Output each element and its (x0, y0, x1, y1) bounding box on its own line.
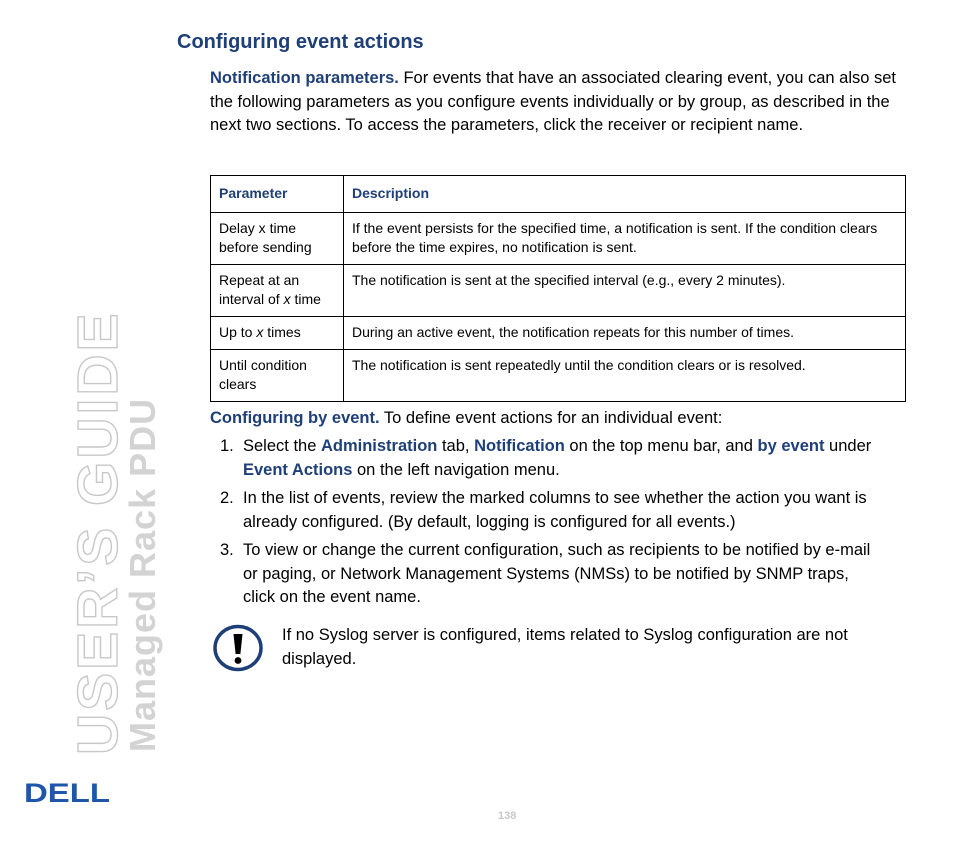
step-text: under (824, 437, 872, 455)
description-cell: During an active event, the notification repeats for this number of times. (344, 317, 906, 350)
description-cell: If the event persists for the specified time, a notification is sent. If the condition clears before the time expires, no notification is sent. (344, 213, 906, 265)
intro-heading: Notification parameters. (210, 69, 399, 87)
parameter-cell (211, 213, 344, 265)
param-text: Until condition clears (219, 357, 307, 392)
table-row (211, 213, 906, 265)
table-header-row (211, 176, 906, 213)
header-parameter: Parameter (211, 176, 344, 213)
param-text: Up to (219, 324, 257, 340)
description-cell: The notification is sent repeatedly until the condition clears or is resolved. (344, 350, 906, 402)
side-product-title: Managed Rack PDU (122, 397, 163, 752)
param-variable: x (256, 324, 264, 340)
list-item (220, 539, 885, 610)
intro-paragraph (210, 67, 900, 138)
list-item (220, 435, 885, 482)
dell-logo (24, 778, 112, 806)
step-number: 1. (220, 437, 234, 455)
page-number: 138 (498, 810, 517, 822)
header-description: Description (344, 176, 906, 213)
param-variable: x (283, 291, 291, 307)
parameter-cell (211, 317, 344, 350)
table-row (211, 265, 906, 317)
step-text: In the list of events, review the marked columns to see whether the action you want is already configured. (By default, logging is configured for all events.) (243, 489, 867, 531)
ui-term-administration: Administration (320, 437, 438, 455)
step-text: To view or change the current configuration, such as recipients to be notified by e-mail or paging, or Network Management Systems (NMSs) to be notified by SNMP traps, click on the event name. (243, 541, 871, 606)
param-text-suffix: time (290, 291, 321, 307)
param-text-suffix: times (263, 324, 301, 340)
by-event-heading: Configuring by event. (210, 409, 380, 427)
step-number: 2. (220, 489, 234, 507)
list-item (220, 487, 885, 534)
exclamation-icon (212, 623, 264, 673)
parameter-cell (211, 350, 344, 402)
by-event-text: To define event actions for an individual event: (379, 409, 723, 427)
description-cell: The notification is sent at the specified interval (e.g., every 2 minutes). (344, 265, 906, 317)
parameters-table (210, 175, 906, 402)
section-title: Configuring event actions (177, 31, 424, 53)
table-row (211, 350, 906, 402)
param-text: Delay x time before sending (219, 220, 312, 255)
step-text: on the top menu bar, and (564, 437, 758, 455)
step-text: tab, (437, 437, 475, 455)
parameter-cell (211, 265, 344, 317)
step-number: 3. (220, 541, 234, 559)
step-text: Select the (243, 437, 321, 455)
side-guide-title: USER’S GUIDE (66, 310, 130, 755)
ui-term-by-event: by event (757, 437, 825, 455)
intro-text: For events that have an associated clearing event, you can also set the following parameters as you configure events individually or by group, as described in the next two sections. To access the parameters, click the receiver or recipient name. (210, 69, 897, 134)
steps-list (220, 435, 885, 615)
param-text: Repeat at an interval of (219, 272, 300, 307)
by-event-paragraph (210, 407, 900, 431)
note-text: If no Syslog server is configured, items related to Syslog configuration are not displayed. (282, 626, 848, 668)
svg-text:DELL: DELL (24, 778, 110, 806)
table-row (211, 317, 906, 350)
ui-term-notification: Notification (474, 437, 565, 455)
ui-term-event-actions: Event Actions (243, 460, 353, 479)
step-text: on the left navigation menu. (352, 460, 560, 479)
